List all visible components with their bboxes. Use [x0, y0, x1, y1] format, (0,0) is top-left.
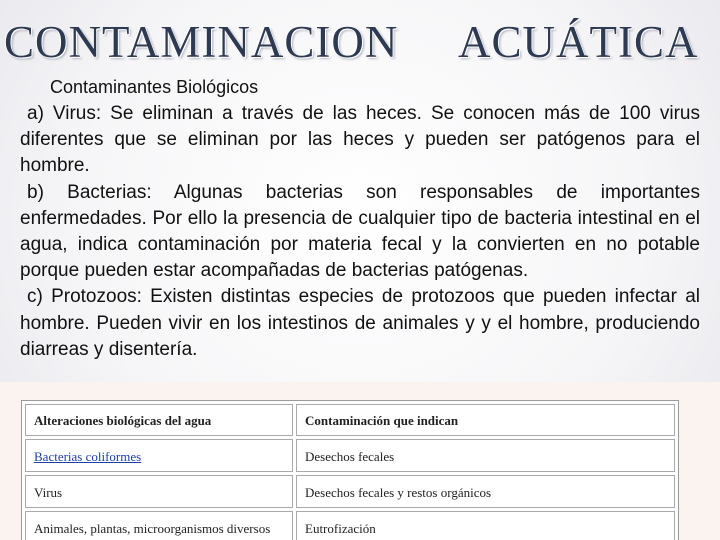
paragraph-virus: a) Virus: Se eliminan a través de las heces. Se conocen más de 100 virus diferentes que se eliminan por las heces y pueden ser patógenos para el hombre.: [20, 103, 700, 177]
paragraph-bacterias: b) Bacterias: Algunas bacterias son responsables de importantes enfermedades. Por ello la presencia de cualquier tipo de bacteria intestinal en el agua, indica contaminación por materia fecal y la convierten en no potable porque pueden estar acompañadas de bacterias patógenas.: [20, 181, 700, 282]
table-row: [25, 439, 675, 472]
section-subtitle: Contaminantes Biológicos: [50, 77, 259, 97]
table-cell-indication: Eutrofización: [296, 511, 675, 540]
table-header-row: [25, 404, 675, 436]
table-image-area: [0, 382, 720, 540]
title-word-2: ACUÁTICA: [458, 17, 699, 67]
table-cell-indication: Desechos fecales y restos orgánicos: [296, 475, 675, 508]
biological-alterations-table: [21, 400, 679, 540]
table-row: [25, 475, 675, 508]
table-cell-indication: Desechos fecales: [296, 439, 675, 472]
table-header-alteraciones: Alteraciones biológicas del agua: [25, 404, 293, 436]
bacterias-coliformes-link[interactable]: Bacterias coliformes: [34, 449, 142, 464]
body-text: [20, 101, 700, 382]
table-cell-alteration: Virus: [25, 475, 293, 508]
table-row: [25, 511, 675, 540]
title-word-1: CONTAMINACION: [4, 17, 399, 67]
paragraph-protozoos: c) Protozoos: Existen distintas especies de protozoos que pueden infectar al hombre. Pueden vivir en los intestinos de animales y y el hombre, produciendo diarreas y disentería.: [20, 286, 700, 360]
table-header-contaminacion: Contaminación que indican: [296, 404, 675, 436]
table-cell-alteration: Animales, plantas, microorganismos diversos: [25, 511, 293, 540]
table-cell-alteration: [25, 439, 293, 472]
